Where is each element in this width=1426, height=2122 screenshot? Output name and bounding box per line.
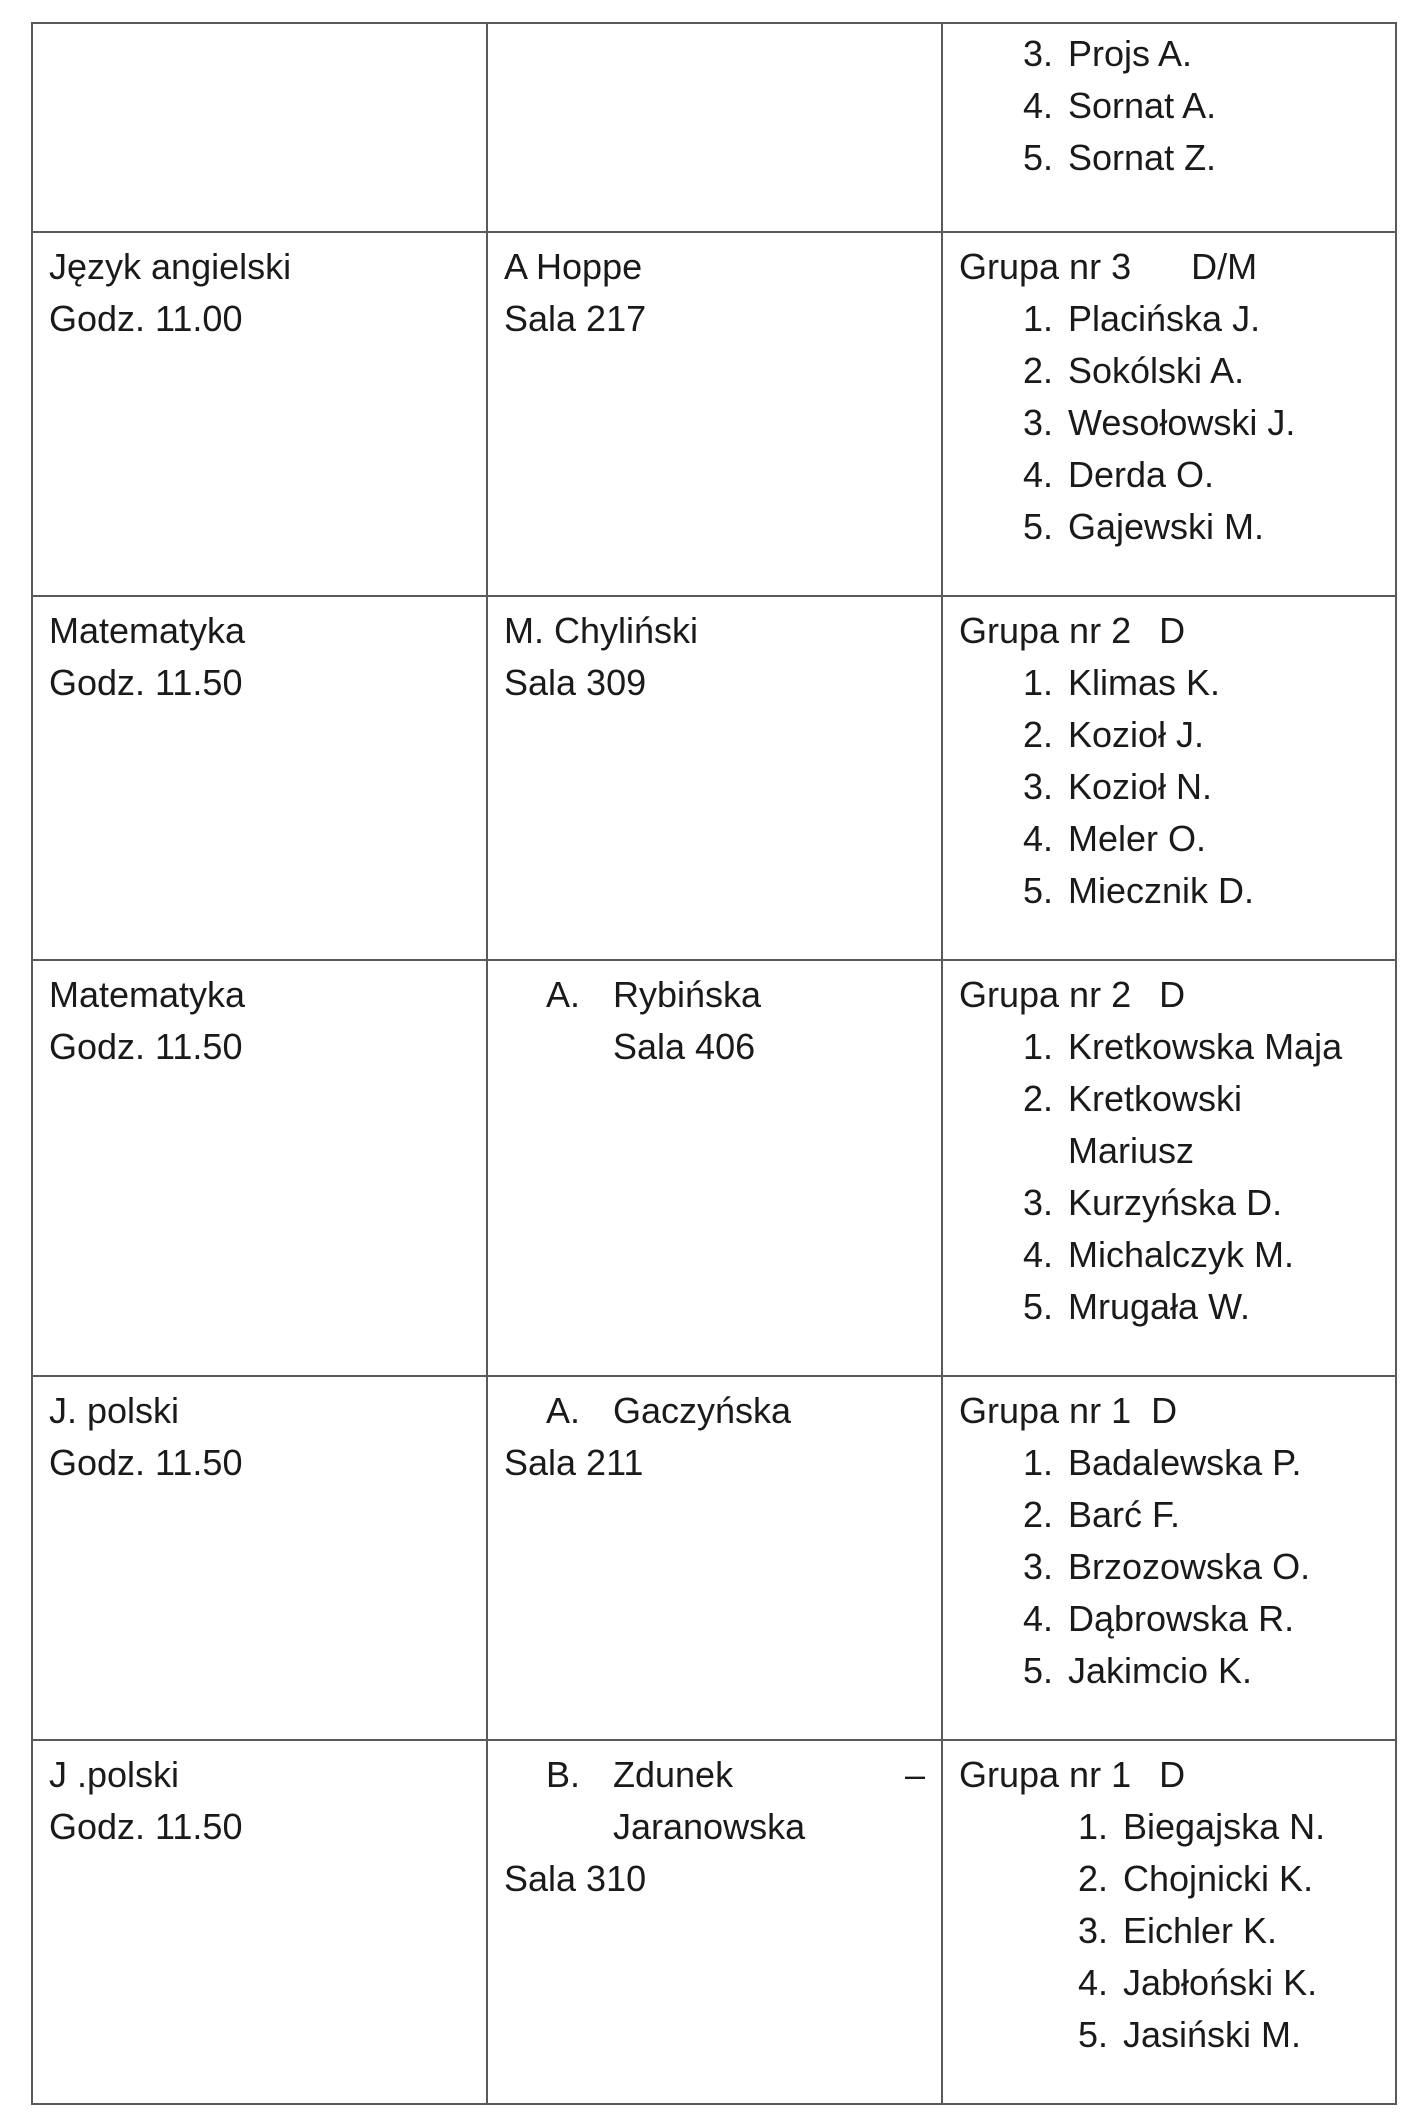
list-item: 1. Biegajska N.: [1077, 1806, 1326, 1847]
group-heading: Grupa nr 3 D/M: [959, 246, 1258, 287]
teacher-name-cont: Jaranowska: [613, 1806, 806, 1847]
table-row: [32, 596, 1396, 960]
list-item: 1. Klimas K.: [1022, 662, 1221, 703]
student-list: [959, 28, 1379, 184]
student-list: [959, 1801, 1379, 2061]
teacher-name: Gaczyńska: [613, 1390, 792, 1431]
list-item: 2. Chojnicki K.: [1077, 1858, 1314, 1899]
list-item: 4. Meler O.: [1022, 818, 1207, 859]
group-cell: [942, 1740, 1396, 2104]
dash: –: [904, 1754, 925, 1795]
group-cell: [942, 1376, 1396, 1740]
list-item: 4. Dąbrowska R.: [1022, 1598, 1295, 1639]
subject-cell: [32, 1740, 487, 2104]
group-cell: [942, 596, 1396, 960]
group-heading: Grupa nr 2 D: [959, 610, 1186, 651]
room-number: Sala 309: [504, 662, 647, 703]
subject-cell: [32, 960, 487, 1376]
subject-name: J. polski: [49, 1390, 180, 1431]
list-item: 5. Jasiński M.: [1077, 2014, 1302, 2055]
room-number: Sala 406: [613, 1026, 756, 1067]
teacher-name: Rybińska: [613, 974, 762, 1015]
list-item: 3. Eichler K.: [1077, 1910, 1278, 1951]
teacher-cell: [487, 23, 942, 232]
list-item: 1. Placińska J.: [1022, 298, 1261, 339]
table-row: [32, 1740, 1396, 2104]
list-item: 3. Wesołowski J.: [1022, 402, 1296, 443]
table-row: [32, 232, 1396, 596]
teacher-cell: [487, 596, 942, 960]
list-item: 2. Barć F.: [1022, 1494, 1181, 1535]
group-heading: Grupa nr 1 D: [959, 1754, 1186, 1795]
list-item: 4. Jabłoński K.: [1077, 1962, 1318, 2003]
teacher-list-item: [504, 1749, 925, 1853]
room-number: Sala 217: [504, 298, 647, 339]
list-item: 5. Mrugała W.: [1022, 1286, 1251, 1327]
student-list: [959, 1437, 1379, 1697]
lesson-time: Godz. 11.50: [49, 1442, 243, 1483]
list-item: 2. Sokólski A.: [1022, 350, 1245, 391]
group-cell: [942, 23, 1396, 232]
table-row: [32, 23, 1396, 232]
list-item: 2. Kretkowski Mariusz: [1022, 1078, 1243, 1171]
list-item: 5. Sornat Z.: [1022, 137, 1217, 178]
subject-name: Język angielski: [49, 246, 292, 287]
group-heading: Grupa nr 2 D: [959, 974, 1186, 1015]
lesson-time: Godz. 11.00: [49, 298, 243, 339]
teacher-list-item: [504, 1385, 925, 1437]
table-row: [32, 960, 1396, 1376]
subject-cell: [32, 232, 487, 596]
subject-cell: [32, 596, 487, 960]
student-list: [959, 1021, 1379, 1333]
teacher-cell: [487, 1376, 942, 1740]
list-letter: A.: [546, 974, 581, 1015]
list-letter: B.: [546, 1754, 581, 1795]
subject-name: Matematyka: [49, 974, 246, 1015]
lesson-time: Godz. 11.50: [49, 1026, 243, 1067]
list-item: 5. Jakimcio K.: [1022, 1650, 1253, 1691]
group-heading: Grupa nr 1 D: [959, 1390, 1178, 1431]
lesson-time: Godz. 11.50: [49, 1806, 243, 1847]
list-item: 5. Miecznik D.: [1022, 870, 1255, 911]
list-item: 3. Projs A.: [1022, 33, 1193, 74]
list-item: 3. Kozioł N.: [1022, 766, 1213, 807]
group-cell: [942, 960, 1396, 1376]
list-item: 1. Kretkowska Maja: [1022, 1026, 1343, 1067]
teacher-cell: [487, 960, 942, 1376]
list-item: 3. Kurzyńska D.: [1022, 1182, 1283, 1223]
schedule-table: [31, 22, 1397, 2105]
room-number: Sala 211: [504, 1442, 644, 1483]
student-list: [959, 657, 1379, 917]
teacher-cell: [487, 232, 942, 596]
subject-name: Matematyka: [49, 610, 246, 651]
list-item: 4. Michalczyk M.: [1022, 1234, 1295, 1275]
teacher-cell: [487, 1740, 942, 2104]
student-list: [959, 293, 1379, 553]
list-item: 4. Sornat A.: [1022, 85, 1217, 126]
list-item: 4. Derda O.: [1022, 454, 1215, 495]
list-item: 5. Gajewski M.: [1022, 506, 1265, 547]
teacher-name: M. Chyliński: [504, 610, 699, 651]
list-item: 1. Badalewska P.: [1022, 1442, 1302, 1483]
list-item: 3. Brzozowska O.: [1022, 1546, 1311, 1587]
teacher-name: Zdunek –: [613, 1749, 925, 1801]
room-number: Sala 310: [504, 1858, 647, 1899]
teacher-name: A Hoppe: [504, 246, 643, 287]
subject-cell: [32, 23, 487, 232]
teacher-list-item: [504, 969, 925, 1073]
list-item: 2. Kozioł J.: [1022, 714, 1205, 755]
subject-cell: [32, 1376, 487, 1740]
lesson-time: Godz. 11.50: [49, 662, 243, 703]
list-letter: A.: [546, 1390, 581, 1431]
group-cell: [942, 232, 1396, 596]
table-row: [32, 1376, 1396, 1740]
subject-name: J .polski: [49, 1754, 180, 1795]
